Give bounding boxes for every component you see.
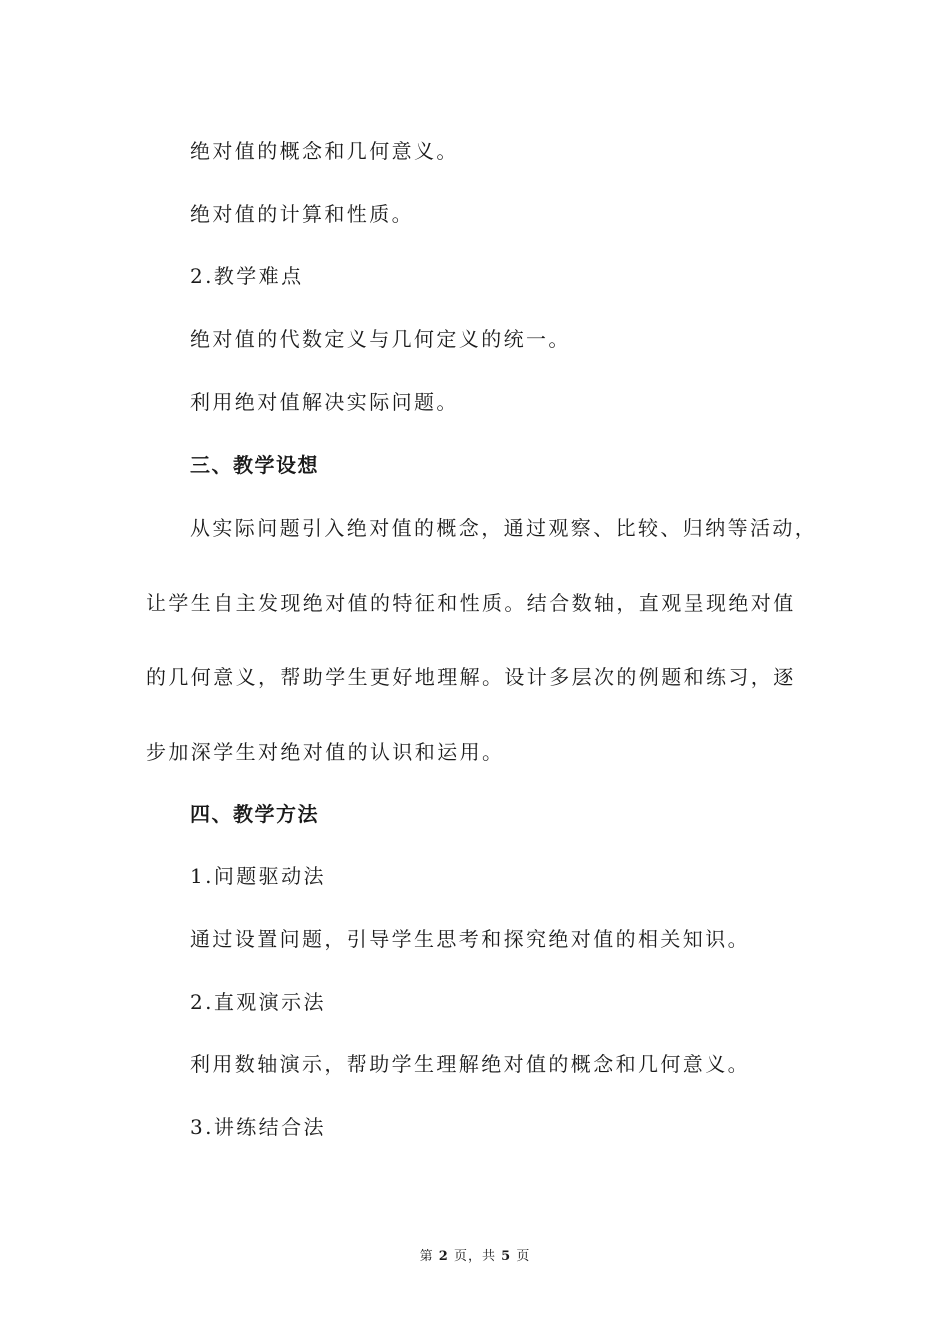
page-footer (0, 1245, 950, 1264)
current-page-number: 2 (438, 1249, 449, 1264)
text-line: 利用数轴演示，帮助学生理解绝对值的概念和几何意义。 (190, 1052, 750, 1076)
text-line: 利用绝对值解决实际问题。 (190, 390, 459, 414)
paragraph-line: 步加深学生对绝对值的认识和运用。 (146, 740, 505, 764)
footer-prefix: 第 (419, 1249, 434, 1264)
paragraph-line: 从实际问题引入绝对值的概念，通过观察、比较、归纳等活动， (190, 516, 818, 540)
total-pages-number: 5 (501, 1249, 512, 1264)
paragraph-line: 让学生自主发现绝对值的特征和性质。结合数轴，直观呈现绝对值 (146, 591, 796, 615)
subheading: 1.问题驱动法 (190, 864, 326, 888)
text-line: 绝对值的代数定义与几何定义的统一。 (190, 327, 571, 351)
footer-suffix: 页 (516, 1249, 531, 1264)
section-heading: 四、教学方法 (190, 802, 319, 826)
section-heading: 三、教学设想 (190, 453, 319, 477)
text-line: 绝对值的计算和性质。 (190, 202, 414, 226)
text-line: 通过设置问题，引导学生思考和探究绝对值的相关知识。 (190, 927, 750, 951)
paragraph-line: 的几何意义，帮助学生更好地理解。设计多层次的例题和练习，逐 (146, 665, 796, 689)
subheading: 2.直观演示法 (190, 990, 326, 1014)
subheading: 2.教学难点 (190, 264, 304, 288)
text-line: 绝对值的概念和几何意义。 (190, 139, 459, 163)
subheading: 3.讲练结合法 (190, 1115, 326, 1139)
footer-middle: 页，共 (453, 1249, 496, 1264)
